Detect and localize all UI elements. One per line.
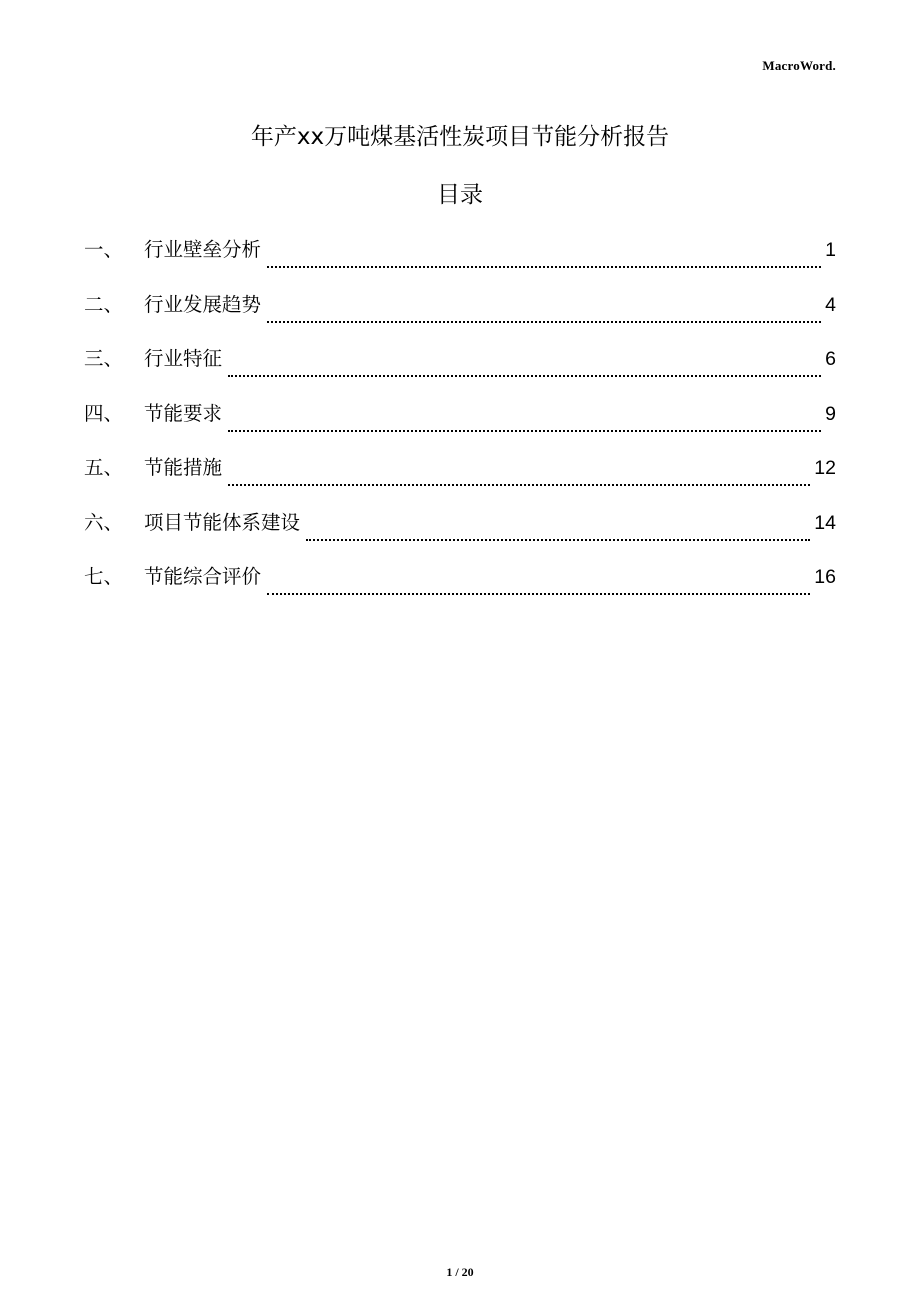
header-brand: MacroWord.	[762, 58, 836, 73]
toc-entry-number: 四、	[84, 401, 124, 425]
toc-entry-6[interactable]	[84, 505, 836, 560]
toc-entry-4[interactable]	[84, 396, 836, 451]
toc-entry-page: 6	[825, 348, 836, 370]
toc-entry-number: 五、	[84, 456, 124, 479]
toc-entry-number: 一、	[84, 238, 124, 261]
toc-entry-label: 节能措施	[144, 456, 223, 479]
toc-entry-page: 1	[825, 239, 836, 261]
toc-heading: 目录	[437, 182, 483, 208]
toc-entry-5[interactable]	[84, 450, 836, 505]
toc-entry-2[interactable]	[84, 287, 836, 342]
table-of-contents	[84, 232, 836, 614]
toc-dot-leader	[267, 266, 821, 268]
toc-dot-leader	[228, 375, 821, 377]
toc-entry-1[interactable]	[84, 232, 836, 287]
document-title: 年产xx万吨煤基活性炭项目节能分析报告	[250, 124, 670, 150]
toc-entry-page: 9	[825, 402, 836, 425]
page-indicator: 1 / 20	[446, 1265, 474, 1279]
toc-entry-page: 4	[825, 293, 836, 316]
toc-entry-page: 14	[814, 511, 836, 534]
toc-dot-leader	[306, 539, 810, 541]
toc-entry-label: 项目节能体系建设	[144, 510, 301, 534]
toc-entry-label: 节能要求	[144, 401, 223, 425]
toc-dot-leader	[228, 484, 810, 486]
toc-entry-label: 行业特征	[144, 347, 223, 370]
toc-entry-page: 12	[814, 457, 836, 479]
toc-entry-number: 七、	[84, 565, 124, 588]
toc-entry-label: 行业壁垒分析	[144, 238, 262, 261]
toc-entry-3[interactable]	[84, 341, 836, 396]
toc-entry-number: 二、	[84, 292, 124, 316]
toc-dot-leader	[228, 430, 821, 432]
toc-entry-label: 行业发展趋势	[144, 292, 262, 316]
toc-entry-number: 六、	[84, 510, 124, 534]
toc-entry-page: 16	[814, 566, 836, 588]
toc-dot-leader	[267, 593, 810, 595]
toc-dot-leader	[267, 321, 821, 323]
toc-entry-label: 节能综合评价	[144, 565, 262, 588]
toc-entry-7[interactable]	[84, 559, 836, 614]
toc-entry-number: 三、	[84, 347, 124, 370]
